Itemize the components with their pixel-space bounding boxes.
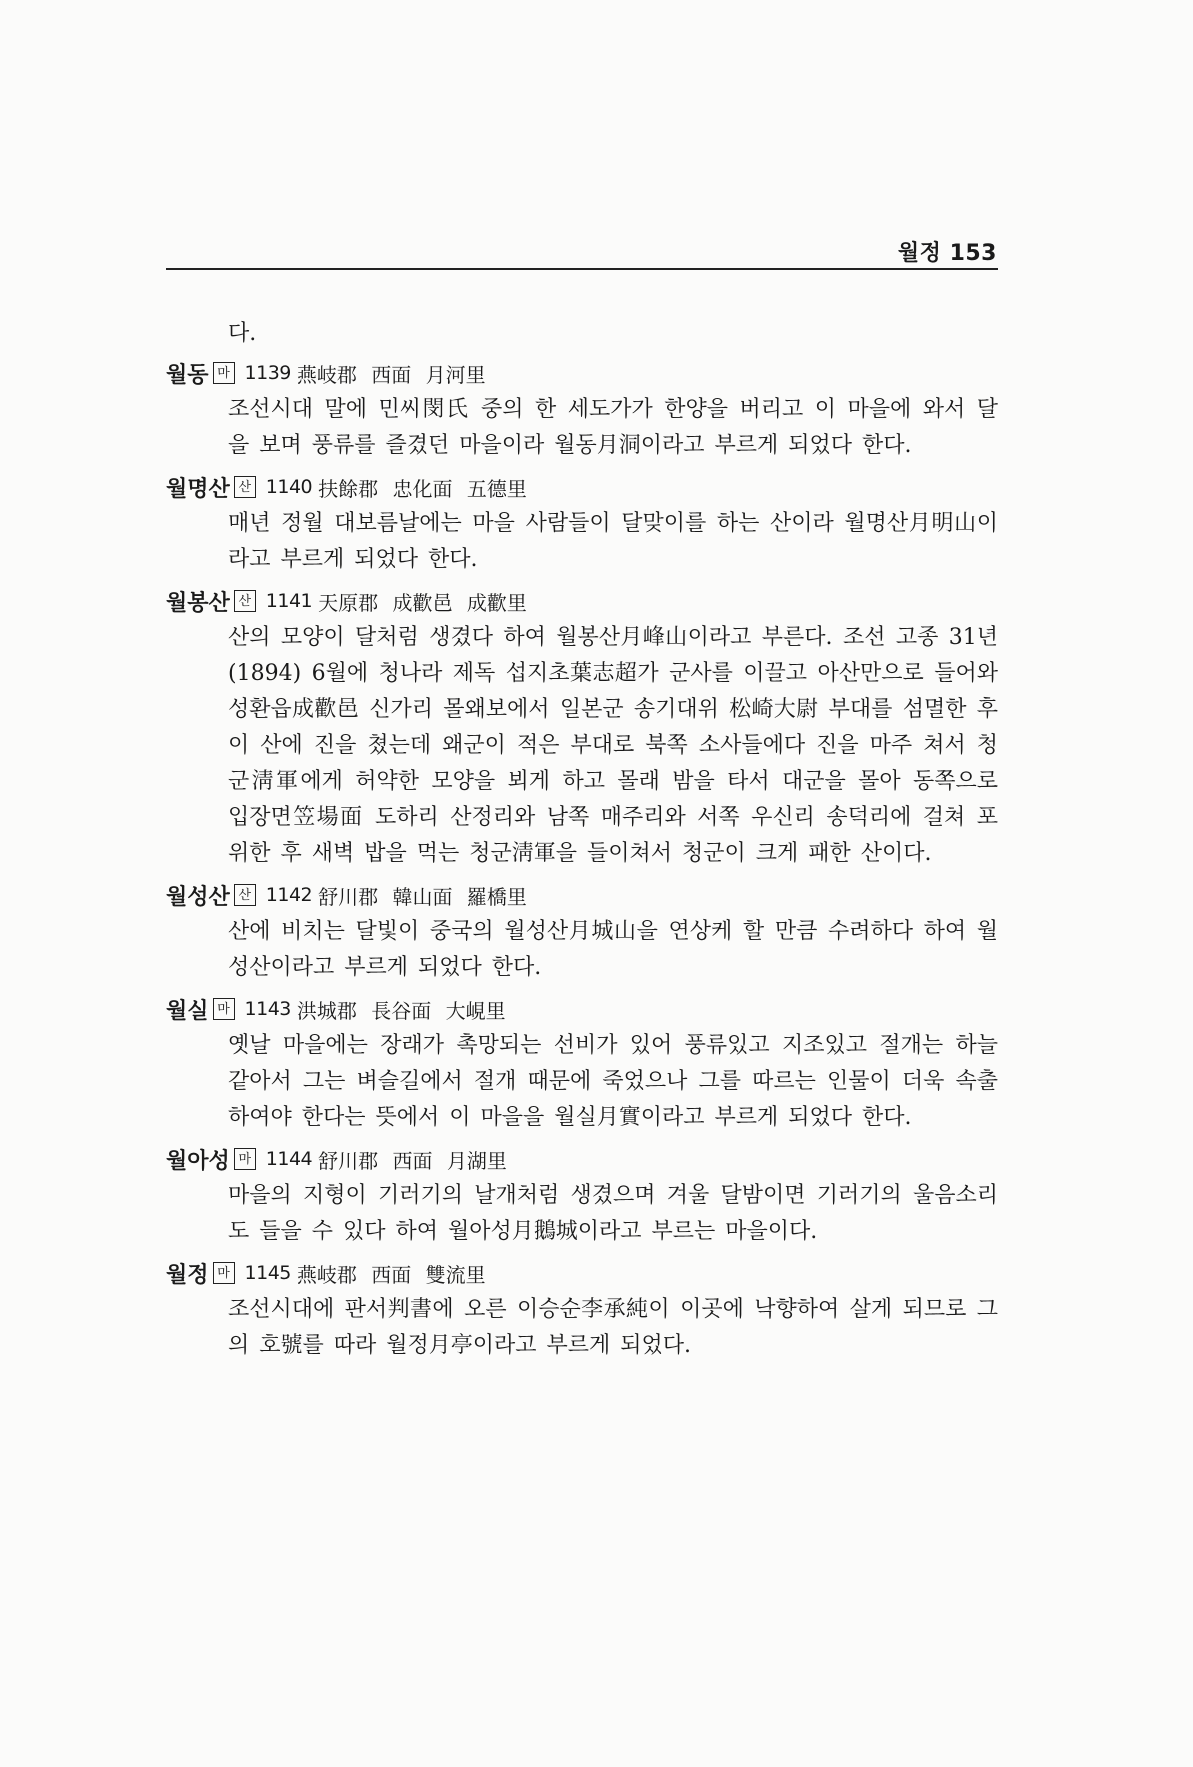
entry-number: 1139	[244, 362, 291, 384]
entry-description: 산의 모양이 달처럼 생겼다 하여 월봉산月峰山이라고 부른다. 조선 고종 31년(1894) 6월에 청나라 제독 섭지초葉志超가 군사를 이끌고 아산만으로 들어와 성환읍成歡邑 신가리 몰왜보에서 일본군 송기대위 松崎大尉 부대를 섬멸한 후 이 산에 진을 쳤는데 왜군이 적은 부대로 북쪽 소사들에다 진을 마주 쳐서 청군淸軍에게 허약한 모양을 뵈게 하고 몰래 밤을 타서 대군을 몰아 동쪽으로 입장면笠場面 도하리 산정리와 남쪽 매주리와 서쪽 우신리 송덕리에 걸쳐 포위한 후 새벽 밥을 먹는 청군淸軍을 들이쳐서 청군이 크게 패한 산이다.	[228, 625, 998, 866]
entry	[166, 354, 998, 464]
entry	[166, 876, 998, 986]
entry	[166, 468, 998, 578]
entry-headword: 월실	[166, 998, 209, 1024]
category-tag: 마	[213, 998, 235, 1020]
entry-address: 燕岐郡 西面 雙流里	[296, 1262, 486, 1287]
entry-number: 1145	[244, 1262, 291, 1284]
entry-address: 舒川郡 西面 月湖里	[318, 1148, 507, 1173]
category-tag: 산	[234, 590, 256, 612]
entry-headline	[166, 354, 998, 392]
entry-headline	[166, 1254, 998, 1292]
entry-headword: 월동	[166, 362, 209, 388]
entry-number: 1143	[244, 998, 291, 1020]
entry-headword: 월아성	[166, 1148, 230, 1174]
page-body	[166, 316, 998, 1368]
entry-description: 산에 비치는 달빛이 중국의 월성산月城山을 연상케 할 만큼 수려하다 하여 월성산이라고 부르게 되었다 한다.	[228, 919, 998, 980]
entry-headline	[166, 468, 998, 506]
entry-headword: 월정	[166, 1262, 209, 1288]
entry-description: 마을의 지형이 기러기의 날개처럼 생겼으며 겨울 달밤이면 기러기의 울음소리도 들을 수 있다 하여 월아성月鵝城이라고 부르는 마을이다.	[228, 1183, 998, 1244]
entry	[166, 1140, 998, 1250]
entry	[166, 582, 998, 872]
entry-address: 舒川郡 韓山面 羅橋里	[318, 884, 527, 909]
running-head: 월정 153	[897, 241, 997, 266]
entry	[166, 990, 998, 1136]
entry-headline	[166, 990, 998, 1028]
entry	[166, 1254, 998, 1364]
entry-number: 1144	[265, 1148, 313, 1170]
entry-headword: 월성산	[166, 884, 230, 910]
header-rule	[166, 268, 998, 270]
category-tag: 마	[213, 1262, 235, 1284]
entry-headword: 월명산	[166, 476, 230, 502]
continuation-text: 다.	[228, 321, 257, 346]
entry-description: 조선시대 말에 민씨閔氏 중의 한 세도가가 한양을 버리고 이 마을에 와서 달을 보며 풍류를 즐겼던 마을이라 월동月洞이라고 부르게 되었다 한다.	[228, 397, 998, 458]
entry-address: 天原郡 成歡邑 成歡里	[318, 590, 527, 615]
category-tag: 마	[213, 362, 235, 384]
entry-number: 1141	[265, 590, 313, 612]
entry-headline	[166, 1140, 998, 1178]
entry-description: 옛날 마을에는 장래가 촉망되는 선비가 있어 풍류있고 지조있고 절개는 하늘 같아서 그는 벼슬길에서 절개 때문에 죽었으나 그를 따르는 인물이 더욱 속출하여야 한다는 뜻에서 이 마을을 월실月實이라고 부르게 되었다 한다.	[228, 1033, 998, 1130]
entry-headline	[166, 876, 998, 914]
category-tag: 마	[234, 1148, 256, 1170]
entry-description: 매년 정월 대보름날에는 마을 사람들이 달맞이를 하는 산이라 월명산月明山이라고 부르게 되었다 한다.	[228, 511, 998, 572]
entry-headline	[166, 582, 998, 620]
entry-description: 조선시대에 판서判書에 오른 이승순李承純이 이곳에 낙향하여 살게 되므로 그의 호號를 따라 월정月亭이라고 부르게 되었다.	[228, 1297, 998, 1358]
category-tag: 산	[234, 476, 256, 498]
entry-headword: 월봉산	[166, 590, 230, 616]
entry-number: 1142	[265, 884, 313, 906]
entry-address: 扶餘郡 忠化面 五德里	[318, 476, 527, 501]
category-tag: 산	[234, 884, 256, 906]
entry-address: 燕岐郡 西面 月河里	[296, 362, 486, 387]
entry-address: 洪城郡 長谷面 大峴里	[296, 998, 506, 1023]
entry-number: 1140	[265, 476, 313, 498]
